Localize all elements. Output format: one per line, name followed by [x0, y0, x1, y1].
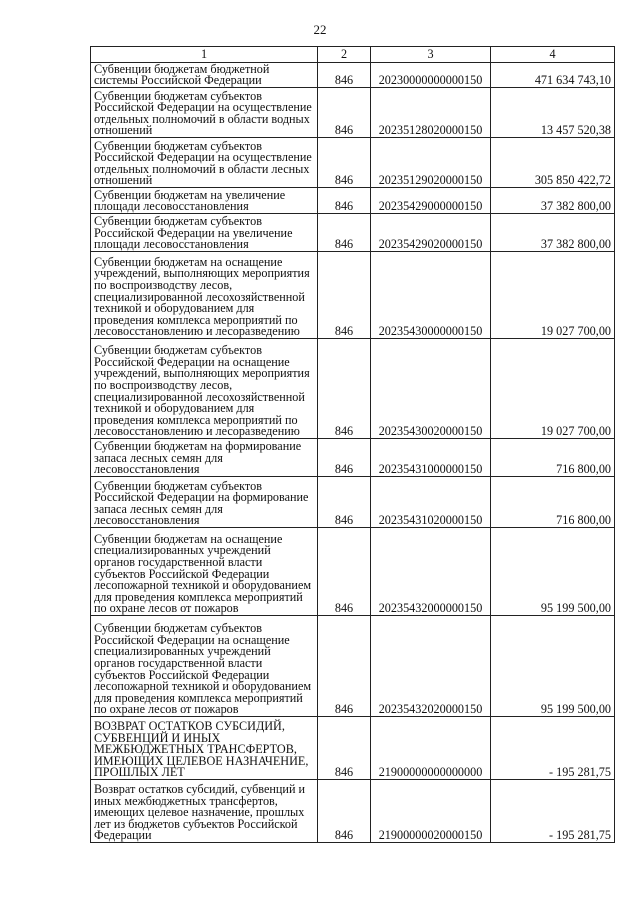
row-kbk: 20235431000000150: [371, 439, 491, 477]
row-sum: 95 199 500,00: [491, 528, 615, 616]
row-code: 846: [318, 339, 371, 439]
row-code: 846: [318, 528, 371, 616]
table-row: [91, 528, 615, 616]
row-code: 846: [318, 717, 371, 780]
row-sum: 471 634 743,10: [491, 63, 615, 88]
header-row: [91, 47, 615, 63]
row-name: Субвенции бюджетам субъектов Российской Федерации на осуществление отдельных полномочий в области водных отношений: [91, 88, 318, 138]
row-sum: 716 800,00: [491, 477, 615, 528]
row-kbk: 20230000000000150: [371, 63, 491, 88]
row-name: Возврат остатков субсидий, субвенций и иных межбюджетных трансфертов, имеющих целевое назначение, прошлых лет из бюджетов субъектов Российской Федерации: [91, 780, 318, 843]
row-sum: 37 382 800,00: [491, 214, 615, 252]
row-kbk: 20235430020000150: [371, 339, 491, 439]
row-code: 846: [318, 439, 371, 477]
row-kbk: 20235430000000150: [371, 252, 491, 339]
row-sum: 716 800,00: [491, 439, 615, 477]
header-col-4: 4: [491, 47, 615, 63]
table-row: [91, 188, 615, 214]
row-code: 846: [318, 88, 371, 138]
row-sum: 37 382 800,00: [491, 188, 615, 214]
row-code: 846: [318, 252, 371, 339]
table-row: [91, 63, 615, 88]
row-kbk: 21900000000000000: [371, 717, 491, 780]
budget-table: [90, 46, 615, 843]
row-name: Субвенции бюджетам на оснащение специализированных учреждений органов государственной власти субъектов Российской Федерации лесопожарной техникой и оборудованием для проведения комплекса мероприятий по охране лесов от пожаров: [91, 528, 318, 616]
row-sum: 305 850 422,72: [491, 138, 615, 188]
row-code: 846: [318, 188, 371, 214]
row-name: Субвенции бюджетам бюджетной системы Российской Федерации: [91, 63, 318, 88]
table-row: [91, 339, 615, 439]
row-sum: - 195 281,75: [491, 780, 615, 843]
row-kbk: 20235432020000150: [371, 616, 491, 717]
row-name: Субвенции бюджетам на увеличение площади лесовосстановления: [91, 188, 318, 214]
row-sum: - 195 281,75: [491, 717, 615, 780]
row-code: 846: [318, 63, 371, 88]
table-row: [91, 780, 615, 843]
header-col-2: 2: [318, 47, 371, 63]
row-kbk: 20235128020000150: [371, 88, 491, 138]
row-sum: 13 457 520,38: [491, 88, 615, 138]
row-code: 846: [318, 477, 371, 528]
row-sum: 95 199 500,00: [491, 616, 615, 717]
row-name: Субвенции бюджетам на оснащение учреждений, выполняющих мероприятия по воспроизводству лесов, специализированной лесохозяйственной техникой и оборудованием для проведения комплекса мероприятий по лесовосстановлению и лесоразведению: [91, 252, 318, 339]
table-row: [91, 717, 615, 780]
row-name: Субвенции бюджетам субъектов Российской Федерации на оснащение учреждений, выполняющих мероприятия по воспроизводству лесов, специализированной лесохозяйственной техникой и оборудованием для проведения комплекса мероприятий по лесовосстановлению и лесоразведению: [91, 339, 318, 439]
row-code: 846: [318, 138, 371, 188]
row-code: 846: [318, 616, 371, 717]
row-name: Субвенции бюджетам субъектов Российской Федерации на оснащение специализированных учреждений органов государственной власти субъектов Российской Федерации лесопожарной техникой и оборудованием для проведения комплекса мероприятий по охране лесов от пожаров: [91, 616, 318, 717]
row-sum: 19 027 700,00: [491, 252, 615, 339]
row-sum: 19 027 700,00: [491, 339, 615, 439]
row-kbk: 20235432000000150: [371, 528, 491, 616]
page-number: 22: [313, 22, 327, 37]
table-row: [91, 88, 615, 138]
row-name: ВОЗВРАТ ОСТАТКОВ СУБСИДИЙ, СУБВЕНЦИЙ И ИНЫХ МЕЖБЮДЖЕТНЫХ ТРАНСФЕРТОВ, ИМЕЮЩИХ ЦЕЛЕВОЕ НАЗНАЧЕНИЕ, ПРОШЛЫХ ЛЕТ: [91, 717, 318, 780]
row-kbk: 20235129020000150: [371, 138, 491, 188]
row-kbk: 21900000020000150: [371, 780, 491, 843]
table-row: [91, 138, 615, 188]
header-col-1: 1: [91, 47, 318, 63]
table-row: [91, 252, 615, 339]
table-row: [91, 439, 615, 477]
row-code: 846: [318, 214, 371, 252]
row-name: Субвенции бюджетам субъектов Российской Федерации на формирование запаса лесных семян для лесовосстановления: [91, 477, 318, 528]
row-name: Субвенции бюджетам субъектов Российской Федерации на осуществление отдельных полномочий в области лесных отношений: [91, 138, 318, 188]
row-name: Субвенции бюджетам на формирование запаса лесных семян для лесовосстановления: [91, 439, 318, 477]
row-kbk: 20235429000000150: [371, 188, 491, 214]
table-row: [91, 616, 615, 717]
row-code: 846: [318, 780, 371, 843]
row-kbk: 20235429020000150: [371, 214, 491, 252]
row-kbk: 20235431020000150: [371, 477, 491, 528]
table-row: [91, 477, 615, 528]
row-name: Субвенции бюджетам субъектов Российской Федерации на увеличение площади лесовосстановления: [91, 214, 318, 252]
table-row: [91, 214, 615, 252]
header-col-3: 3: [371, 47, 491, 63]
